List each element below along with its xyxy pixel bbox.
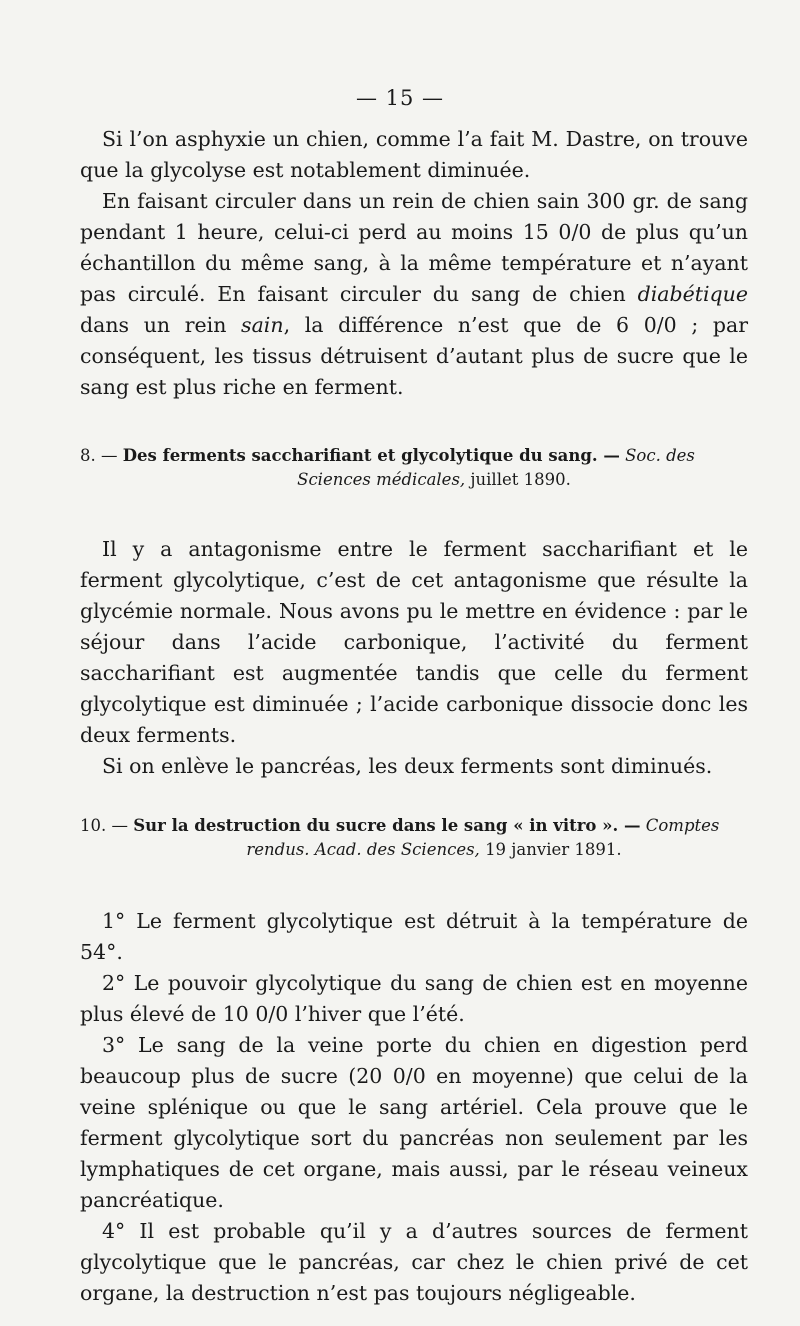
paragraph: Il y a antagonisme entre le ferment saccharifiant et le ferment glycolytique, c’est de cet antagonisme que résulte la glycémie normale. Nous avons pu le mettre en évidence : par le séjour dans l’acide carbonique, l’activité du ferment saccharifiant est augmentée tandis que celle du ferment glycolytique est diminuée ; l’acide carbonique dissocie donc les deux ferments. [80, 537, 748, 747]
heading-source: rendus. Acad. des Sciences, [246, 840, 480, 859]
numbered-point: 4° Il est probable qu’il y a d’autres sources de ferment glycolytique que le pancréas, car chez le chien privé de cet organe, la destruction n’est pas toujours négligeable. [80, 1219, 748, 1305]
heading-source: Soc. des [625, 446, 695, 465]
section-10-body [80, 906, 748, 1309]
paragraph: En faisant circuler dans un rein de chien sain 300 gr. de sang pendant 1 heure, celui-ci perd au moins 15 0/0 de plus qu’un échantillon du même sang, à la même température et n’ayant pas circulé. En faisant circuler du sang de chien diabétique dans un rein sain, la différence n’est que de 6 0/0 ; par conséquent, les tissus détruisent d’autant plus de sucre que le sang est plus riche en ferment. [80, 189, 748, 399]
section-8-body [80, 534, 748, 782]
page-number: — 15 — [355, 86, 445, 110]
numbered-point: 1° Le ferment glycolytique est détruit à la température de 54°. [80, 909, 748, 964]
paragraph: Si l’on asphyxie un chien, comme l’a fait M. Dastre, on trouve que la glycolyse est notablement diminuée. [80, 127, 748, 182]
intro-section [80, 124, 748, 403]
section-heading-10 [80, 814, 748, 862]
numbered-point: 2° Le pouvoir glycolytique du sang de chien est en moyenne plus élevé de 10 0/0 l’hiver que l’été. [80, 971, 748, 1026]
heading-title: Des ferments saccharifiant et glycolytique du sang. — [122, 446, 620, 465]
heading-title: Sur la destruction du sucre dans le sang « in vitro ». — [133, 816, 641, 835]
heading-source: Sciences médicales, [297, 470, 466, 489]
section-heading-8 [80, 444, 748, 492]
heading-number: 10. — [80, 816, 128, 835]
heading-date: 19 janvier 1891. [485, 840, 622, 859]
heading-source: Comptes [645, 816, 720, 835]
paragraph: Si on enlève le pancréas, les deux ferments sont diminués. [102, 754, 713, 778]
numbered-point: 3° Le sang de la veine porte du chien en digestion perd beaucoup plus de sucre (20 0/0 en moyenne) que celui de la veine splénique ou que le sang artériel. Cela prouve que le ferment glycolytique sort du pancréas non seulement par les lymphatiques de cet organe, mais aussi, par le réseau veineux pancréatique. [80, 1033, 748, 1212]
heading-date: juillet 1890. [470, 470, 571, 489]
heading-number: 8. — [80, 446, 118, 465]
